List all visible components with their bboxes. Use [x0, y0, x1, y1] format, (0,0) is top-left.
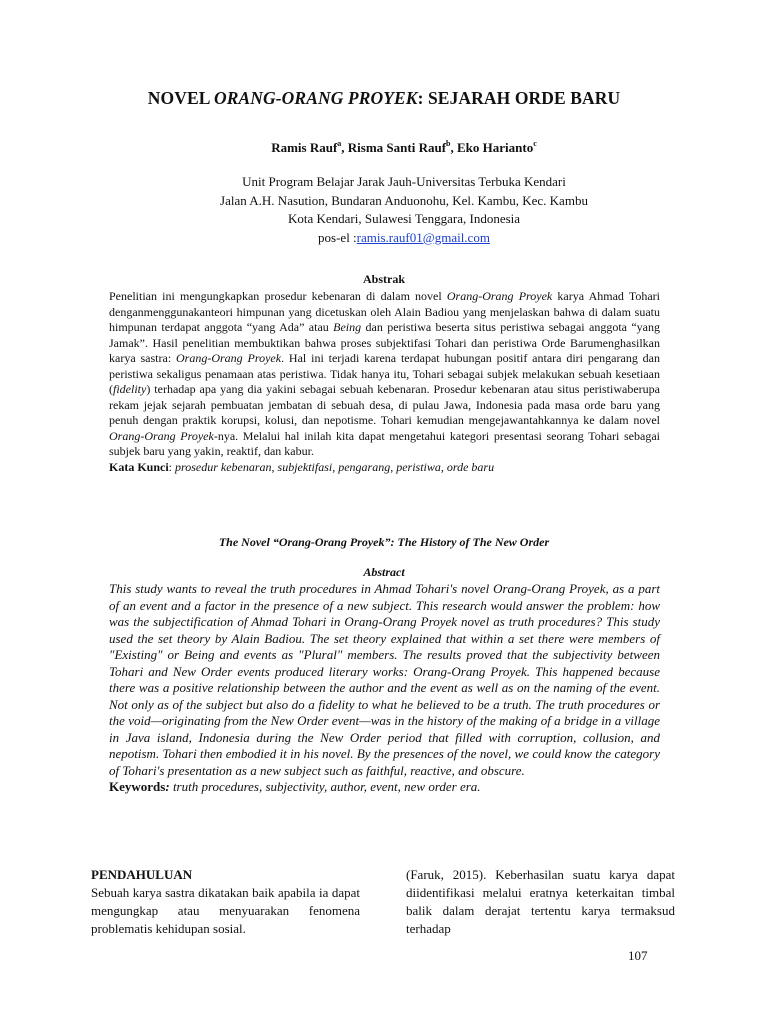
- intro-left-text: Sebuah karya sastra dikatakan baik apabila ia dapat mengungkap atau menyuarakan fenomena problematis kehidupan sosial.: [91, 885, 360, 936]
- page-number: 107: [628, 948, 648, 963]
- intro-left-column: [91, 866, 360, 938]
- affiliation-line-1: Unit Program Belajar Jarak Jauh-Universitas Terbuka Kendari: [242, 174, 566, 189]
- email-link[interactable]: ramis.rauf01@gmail.com: [356, 229, 490, 245]
- author-3: Eko Harianto: [457, 140, 534, 155]
- email-line: pos-el :ramis.rauf01@gmail.com: [318, 229, 490, 245]
- intro-right-column: [406, 866, 675, 938]
- english-title: The Novel “Orang-Orang Proyek”: The History of The New Order: [218, 535, 550, 549]
- kata-kunci: Kata Kunci: prosedur kebenaran, subjektifasi, pengarang, peristiwa, orde baru: [109, 459, 495, 474]
- author-1: Ramis Rauf: [271, 140, 338, 155]
- abstract-body: This study wants to reveal the truth procedures in Ahmad Tohari's novel Orang-Orang Proyek, as a part of an event and a factor in the presence of a new subject. This research would answer the problem: how was the subjectification of Ahmad Tohari in Orang-Orang Proyek novel as truth procedures? This study used the set theory by Alain Badiou. The set theory explained that within a set there were members of "Existing" or Being and events as "Plural" members. The results proved that the subjectivity between Tohari and New Order events produced literary works: Orang-Orang Proyek. This happened because there was a positive relationship between the author and the event as well as on the naming of the event. Not only as of the subject but also do a fidelity to what he believed to be a truth. The truth procedures or the void—originating from the New Order event—was in the history of the making of a bridge in a village in Java island, Indonesia during the New Order period that filled with corruption, collusion, and nepotism. Tohari then embodied it in his novel. By the presences of the novel, we could know the category of Tohari's presentation as a new subject such as faithful, reactive, and obscure. Keywords: truth procedures, subjectivity, author, event, new order era.: [109, 581, 660, 794]
- novel-title-italic: ORANG-ORANG PROYEK: [214, 88, 418, 108]
- keywords: Keywords: truth procedures, subjectivity, author, event, new order era.: [109, 779, 481, 794]
- affiliation-line-2: Jalan A.H. Nasution, Bundaran Anduonohu, Kel. Kambu, Kec. Kambu: [220, 192, 588, 208]
- intro-right-text: (Faruk, 2015). Keberhasilan suatu karya dapat diidentifikasi melalui eratnya keterkaitan timbal balik dalam derajat tertentu karya termaksud terhadap: [406, 867, 675, 936]
- paper-title: NOVEL ORANG-ORANG PROYEK: SEJARAH ORDE BARU: [147, 88, 621, 108]
- abstract-heading: Abstract: [363, 565, 405, 579]
- affiliation-block: [0, 173, 768, 247]
- author-list: Ramis Rauf$^a$, Risma Santi Rauf$^b$, Eko Harianto$^c$: [271, 139, 537, 155]
- author-2: Risma Santi Rauf: [347, 140, 447, 155]
- section-heading-pendahuluan: PENDAHULUAN: [91, 867, 193, 882]
- abstrak-body: Penelitian ini mengungkapkan prosedur kebenaran di dalam novel Orang-Orang Proyek karya Ahmad Tohari denganmenggunakanteori himpunan yang dicetuskan oleh Alain Badiou yang menjelaskan bahwa di dalam suatu himpunan terdapat anggota “yang Ada” atau Being dan peristiwa beserta situs peristiwa sebagai anggota “yang Jamak”. Hasil penelitian membuktikan bahwa proses subjektifasi Tohari dan peristiwa Orde Barumenghasilkan karya sastra: Orang-Orang Proyek. Hal ini terjadi karena terdapat hubungan positif antara diri pengarang dan peristiwa sekaligus penamaan atas peristiwa. Tidak hanya itu, Tohari sebagai subjek melakukan sebuah kesetiaan (fidelity) terhadap apa yang dia yakini sebagai sebuah kebenaran. Prosedur kebenaran atau situs peristiwaberupa rekam jejak sejarah pembuatan jembatan di sebuah desa, di pulau Jawa, Indonesia pada masa orde baru yang penuh dengan praktik korupsi, kolusi, dan nepotisme. Tohari kemudian mengejawantahkannya ke dalam novel Orang-Orang Proyek-nya. Melalui hal inilah kita dapat mengetahui kategori presentasi seorang Tohari sebagai subjek baru yang yakin, reaktif, dan kabur. Kata Kunci: prosedur kebenaran, subjektifasi, pengarang, peristiwa, orde baru: [109, 289, 661, 474]
- abstrak-heading: Abstrak: [362, 272, 405, 286]
- affiliation-line-3: Kota Kendari, Sulawesi Tenggara, Indonesia: [287, 211, 521, 226]
